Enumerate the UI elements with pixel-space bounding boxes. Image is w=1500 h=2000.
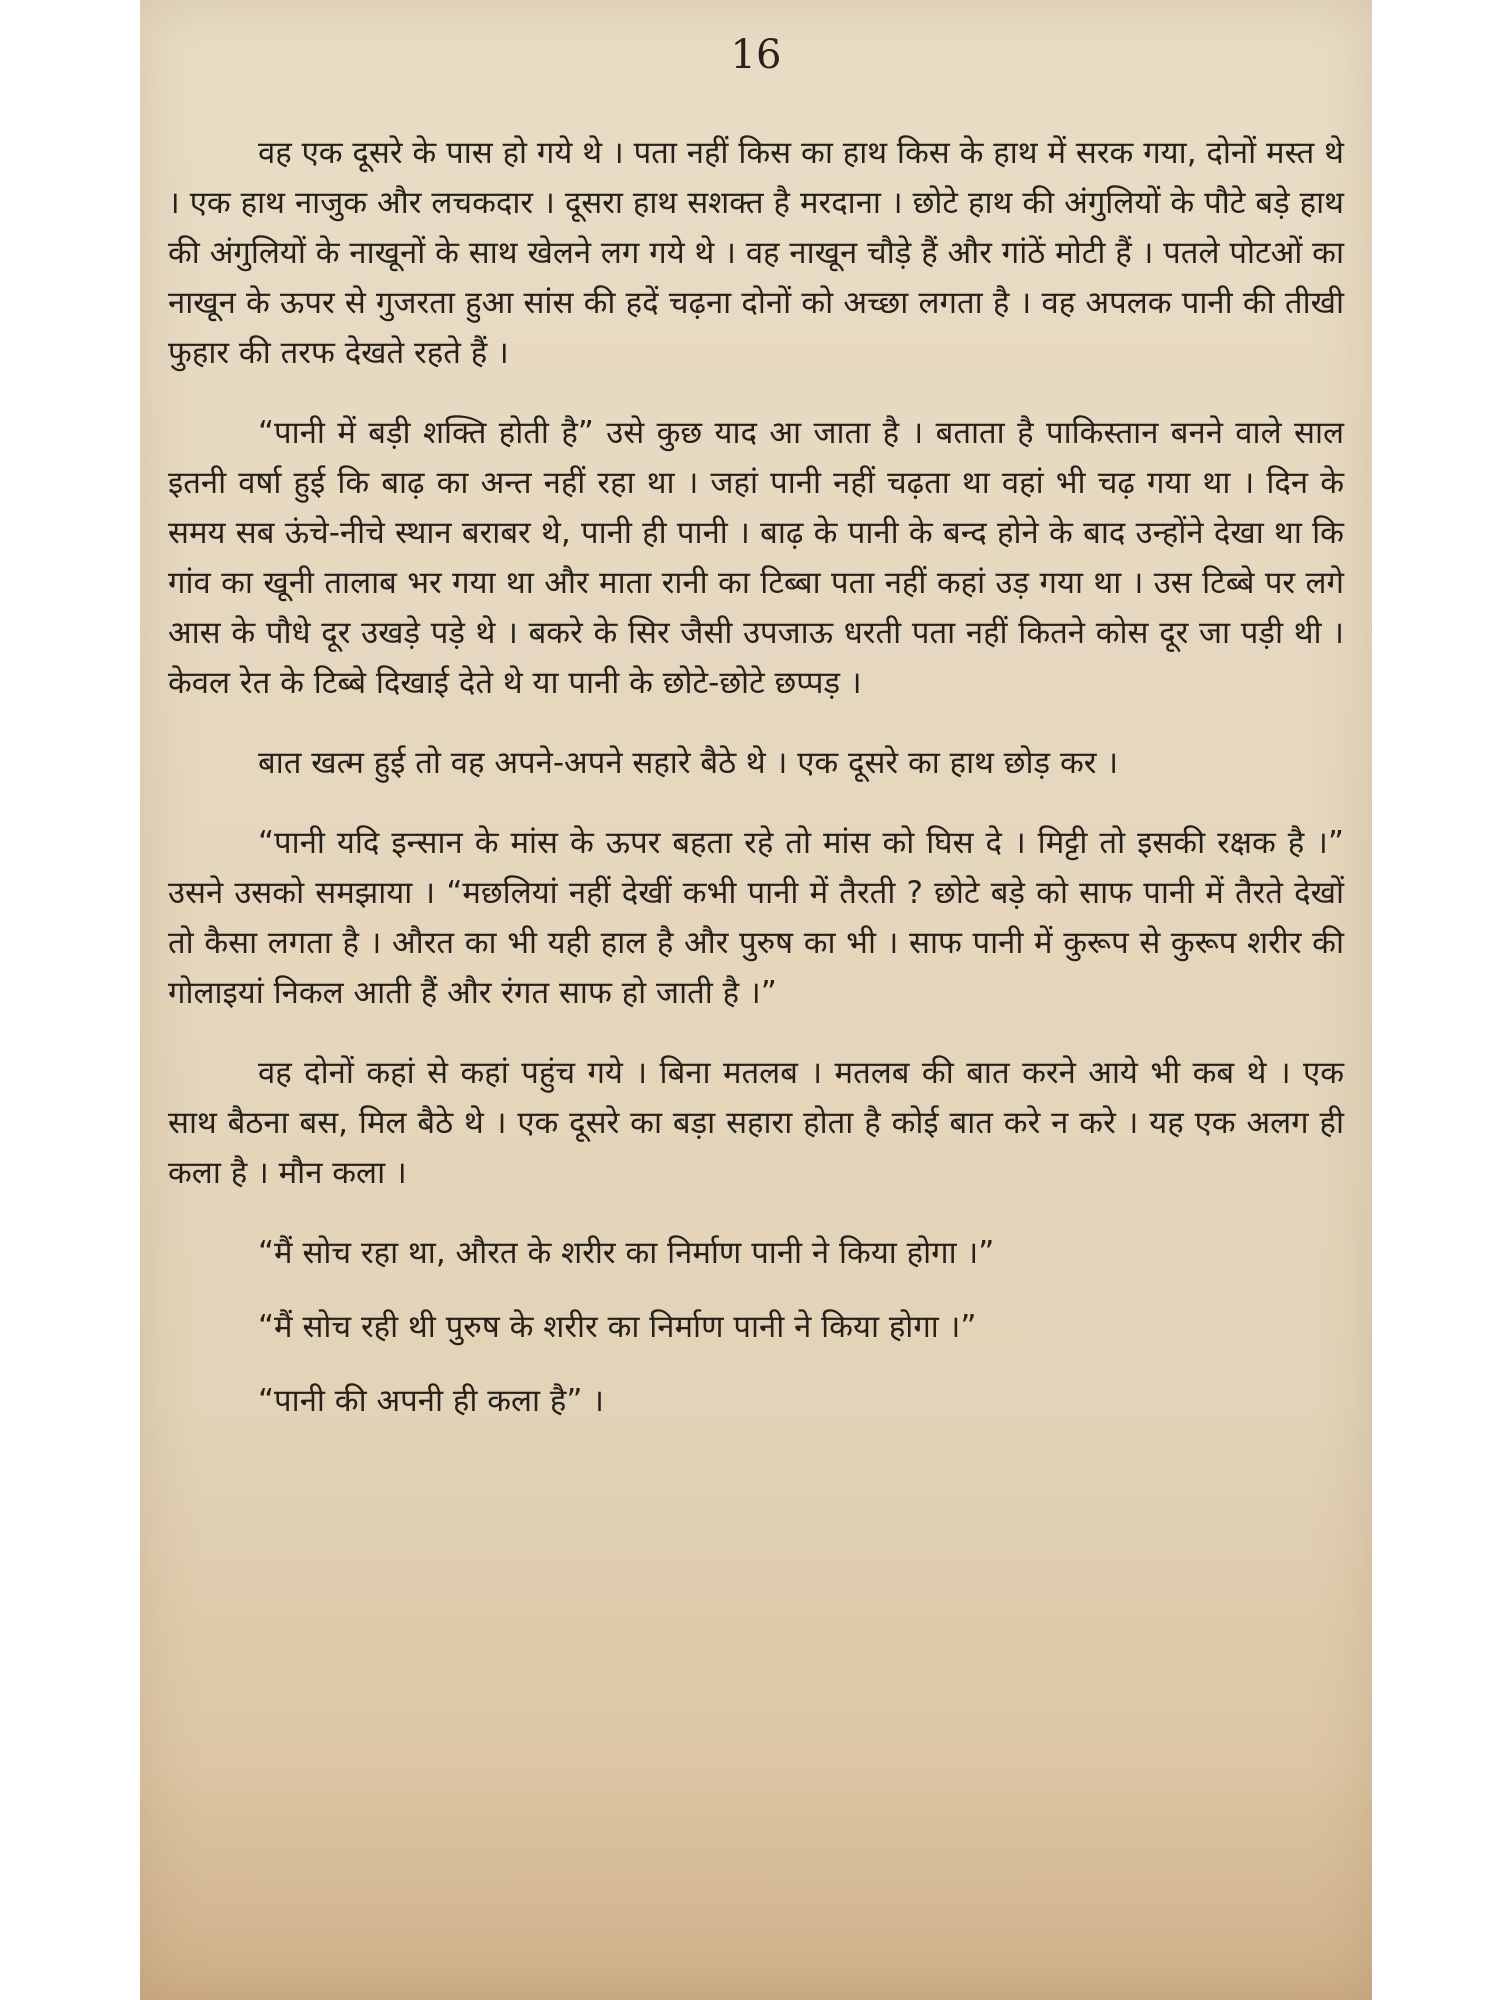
paragraph-8: “पानी की अपनी ही कला है” । (258, 1383, 605, 1419)
paragraph-2: “पानी में बड़ी शक्ति होती है” उसे कुछ याद आ जाता है । बताता है पाकिस्तान बनने वाले साल इतनी वर्षा हुई कि बाढ़ का अन्त नहीं रहा था । जहां पानी नहीं चढ़ता था वहां भी चढ़ गया था । दिन के समय सब ऊंचे-नीचे स्थान बराबर थे, पानी ही पानी । बाढ़ के पानी के बन्द होने के बाद उन्होंने देखा था कि गांव का खूनी तालाब भर गया था और माता रानी का टिब्बा पता नहीं कहां उड़ गया था । उस टिब्बे पर लगे आस के पौधे दूर उखड़े पड़े थे । बकरे के सिर जैसी उपजाऊ धरती पता नहीं कितने कोस दूर जा पड़ी थी । केवल रेत के टिब्बे दिखाई देते थे या पानी के छोटे-छोटे छप्पड़ । (168, 415, 1344, 701)
paragraph-7: “मैं सोच रही थी पुरुष के शरीर का निर्माण पानी ने किया होगा ।” (258, 1309, 977, 1345)
paragraph-6: “मैं सोच रहा था, औरत के शरीर का निर्माण पानी ने किया होगा ।” (258, 1235, 995, 1271)
paragraph-5: वह दोनों कहां से कहां पहुंच गये । बिना मतलब । मतलब की बात करने आये भी कब थे । एक साथ बैठना बस, मिल बैठे थे । एक दूसरे का बड़ा सहारा होता है कोई बात करे न करे । यह एक अलग ही कला है । मौन कला । (168, 1055, 1344, 1191)
book-page (140, 0, 1372, 2000)
paragraph-3: बात खत्म हुई तो वह अपने-अपने सहारे बैठे थे । एक दूसरे का हाथ छोड़ कर । (258, 745, 1119, 781)
paragraph-4: “पानी यदि इन्सान के मांस के ऊपर बहता रहे तो मांस को घिस दे । मिट्टी तो इसकी रक्षक है ।” उसने उसको समझाया । “मछलियां नहीं देखीं कभी पानी में तैरती ? छोटे बड़े को साफ पानी में तैरते देखों तो कैसा लगता है । औरत का भी यही हाल है और पुरुष का भी । साफ पानी में कुरूप से कुरूप शरीर की गोलाइयां निकल आती हैं और रंगत साफ हो जाती है ।” (168, 825, 1344, 1011)
page-number: 16 (730, 32, 782, 78)
paragraph-1: वह एक दूसरे के पास हो गये थे । पता नहीं किस का हाथ किस के हाथ में सरक गया, दोनों मस्त थे । एक हाथ नाजुक और लचकदार । दूसरा हाथ सशक्त है मरदाना । छोटे हाथ की अंगुलियों के पौटे बड़े हाथ की अंगुलियों के नाखूनों के साथ खेलने लग गये थे । वह नाखून चौड़े हैं और गांठें मोटी हैं । पतले पोटओं का नाखून के ऊपर से गुजरता हुआ सांस की हदें चढ़ना दोनों को अच्छा लगता है । वह अपलक पानी की तीखी फुहार की तरफ देखते रहते हैं । (168, 135, 1344, 371)
body-text (168, 128, 1344, 1450)
